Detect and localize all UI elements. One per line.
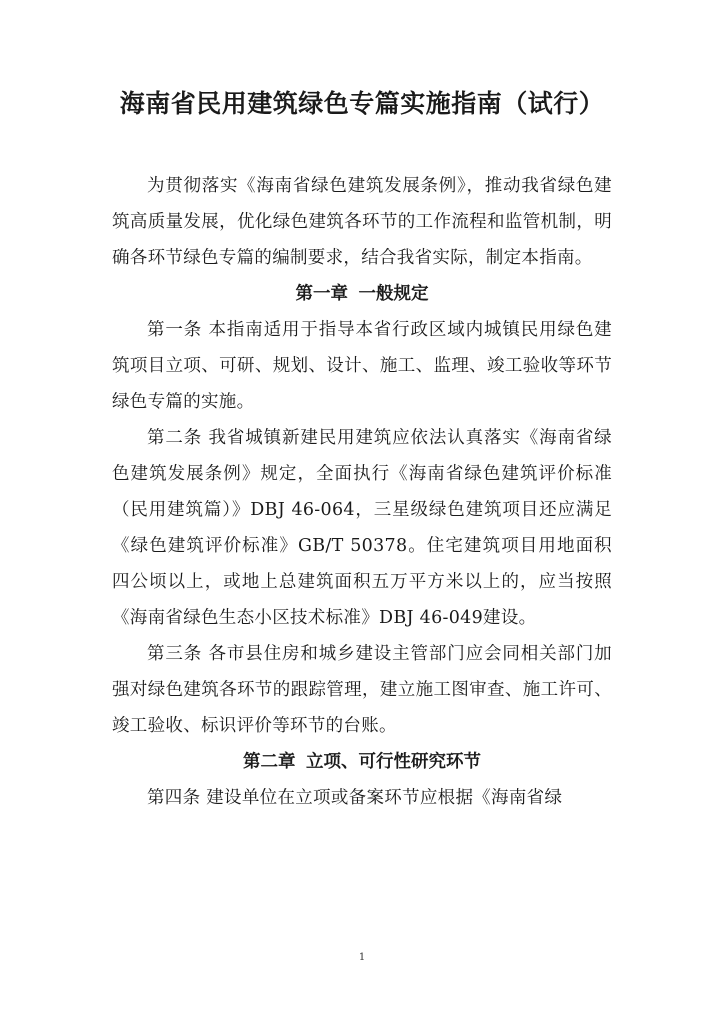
article-3: 第三条 各市县住房和城乡建设主管部门应会同相关部门加强对绿色建筑各环节的跟踪管理，建立施工图审查、施工许可、竣工验收、标识评价等环节的台账。 [112, 644, 612, 736]
article-1: 第一条 本指南适用于指导本省行政区域内城镇民用绿色建筑项目立项、可研、规划、设计、施工、监理、竣工验收等环节绿色专篇的实施。 [112, 320, 612, 412]
page-number: 1 [358, 952, 366, 963]
article-2: 第二条 我省城镇新建民用建筑应依法认真落实《海南省绿色建筑发展条例》规定，全面执行《海南省绿色建筑评价标准（民用建筑篇）》DBJ 46-064，三星级绿色建筑项目还应满足《绿色建筑评价标准》GB/T 50378。住宅建筑项目用地面积四公顷以上，或地上总建筑面积五万平方米以上的，应当按照《海南省绿色生态小区技术标准》DBJ 46-049建设。 [112, 428, 612, 628]
document-title: 海南省民用建筑绿色专篇实施指南（试行） [119, 89, 605, 118]
chapter-1-heading [112, 276, 612, 312]
chapter-1-number: 第一章 [295, 284, 348, 304]
chapter-2-number: 第二章 [243, 752, 296, 772]
chapter-2-heading [112, 744, 612, 780]
article-4: 第四条 建设单位在立项或备案环节应根据《海南省绿 [147, 788, 563, 808]
document-body [112, 168, 612, 816]
intro-paragraph: 为贯彻落实《海南省绿色建筑发展条例》，推动我省绿色建筑高质量发展，优化绿色建筑各环节的工作流程和监管机制，明确各环节绿色专篇的编制要求，结合我省实际，制定本指南。 [112, 176, 612, 268]
chapter-1-name: 一般规定 [358, 284, 429, 304]
chapter-2-name: 立项、可行性研究环节 [306, 752, 481, 772]
